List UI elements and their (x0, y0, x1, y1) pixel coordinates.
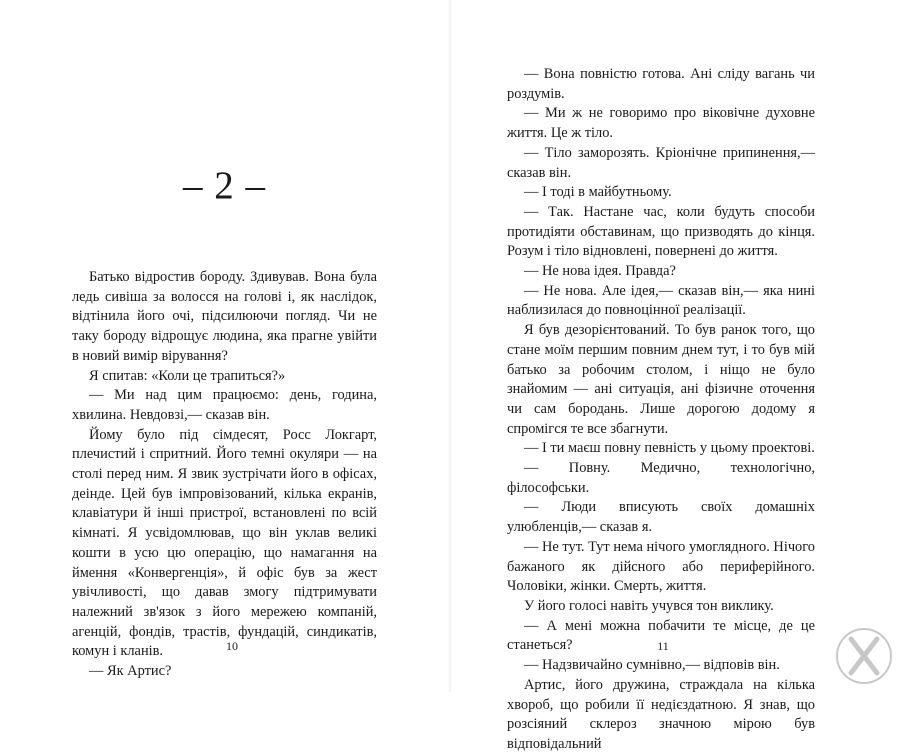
paragraph: Я спитав: «Коли це трапиться?» (89, 367, 286, 384)
paragraph: — Вона повністю готова. Ані сліду вагань чи роздумів. (507, 66, 815, 102)
paragraph: — Люди вписують своїх домашніх улюбленців,— сказав я. (507, 499, 815, 536)
left-page (0, 0, 450, 692)
left-text-block (72, 268, 377, 682)
paragraph: — А мені можна побачити те місце, де це станеться? (507, 617, 815, 654)
paragraph: — Повну. Медично, технологічно, філософськи. (507, 460, 815, 496)
paragraph: — Ми над цим працюємо: день, година, хвилина. Невдовзі,— сказав він. (72, 387, 377, 423)
paragraph: — Надзвичайно сумнівно,— відповів він. (524, 657, 780, 674)
paragraph: — Тіло заморозять. Кріонічне припинення,— сказав він. (507, 144, 815, 181)
paragraph: — Не тут. Тут нема нічого умоглядного. Нічого бажаного як дійсного або периферійного. Чоловіки, жінки. Смерть, життя. (507, 538, 815, 595)
right-page (450, 0, 900, 752)
paragraph: Я був дезорієнтований. То був ранок того, що стане моїм першим повним днем тут, і то був мій батько за робочим столом, і ніщо не було знайомим — ані ситуація, ані фізичне оточення чи сам бородань. Лише дорогою додому я спромігся те все збагнути. (507, 322, 815, 437)
paragraph: Артис, його дружина, страждала на кілька хвороб, що робили її недієздатною. Я знав, що розсіяний склероз значною мірою був відповідальний (507, 676, 815, 752)
paragraph: Батько відростив бороду. Здивував. Вона була ледь сивіша за волосся на голові і, як наслідок, відтінила його очі, підсилюючи погляд. Чи не таку бороду відрощує людина, яка прагне увійти в новий вимір вірування? (72, 269, 377, 364)
paragraph: У його голосі навіть учувся тон виклику. (524, 597, 774, 614)
paragraph: — І ти маєш повну певність у цьому проектові. (524, 440, 815, 457)
page-number-right: 11 (657, 639, 669, 653)
x-logo-icon (834, 626, 894, 686)
paragraph: — Як Артис? (89, 663, 172, 680)
paragraph: — І тоді в майбутньому. (524, 184, 672, 201)
paragraph: — Так. Настане час, коли будуть способи протидіяти обставинам, що призводять до кінця. Розум і тіло відновлені, повернені до життя. (507, 203, 815, 260)
paragraph: — Не нова ідея. Правда? (524, 263, 676, 280)
page-number-left: 10 (226, 639, 238, 653)
chapter-title: – 2 – (183, 164, 266, 207)
paragraph: Йому було під сімдесят, Росс Локгарт, плечистий і спритний. Його темні окуляри — на столі перед ним. Я звик зустрічати його в офісах, деінде. Цей був імпровізований, кілька екранів, клавіатури й інші пристрої, встановлені по всій кімнаті. Я усвідомлював, що він уклав великі кошти в усю цю операцію, що намагання на ймення «Конвергенція», й офіс був за жест увічливості, що давав змогу підтримувати належний зв'язок з його мережею компаній, агенцій, фондів, трастів, фундацій, синдикатів, комун і кланів. (72, 426, 377, 660)
paragraph: — Не нова. Але ідея,— сказав він,— яка нині наблизилася до повноцінної реалізації. (507, 282, 815, 319)
paragraph: — Ми ж не говоримо про віковічне духовне життя. Це ж тіло. (507, 105, 815, 142)
